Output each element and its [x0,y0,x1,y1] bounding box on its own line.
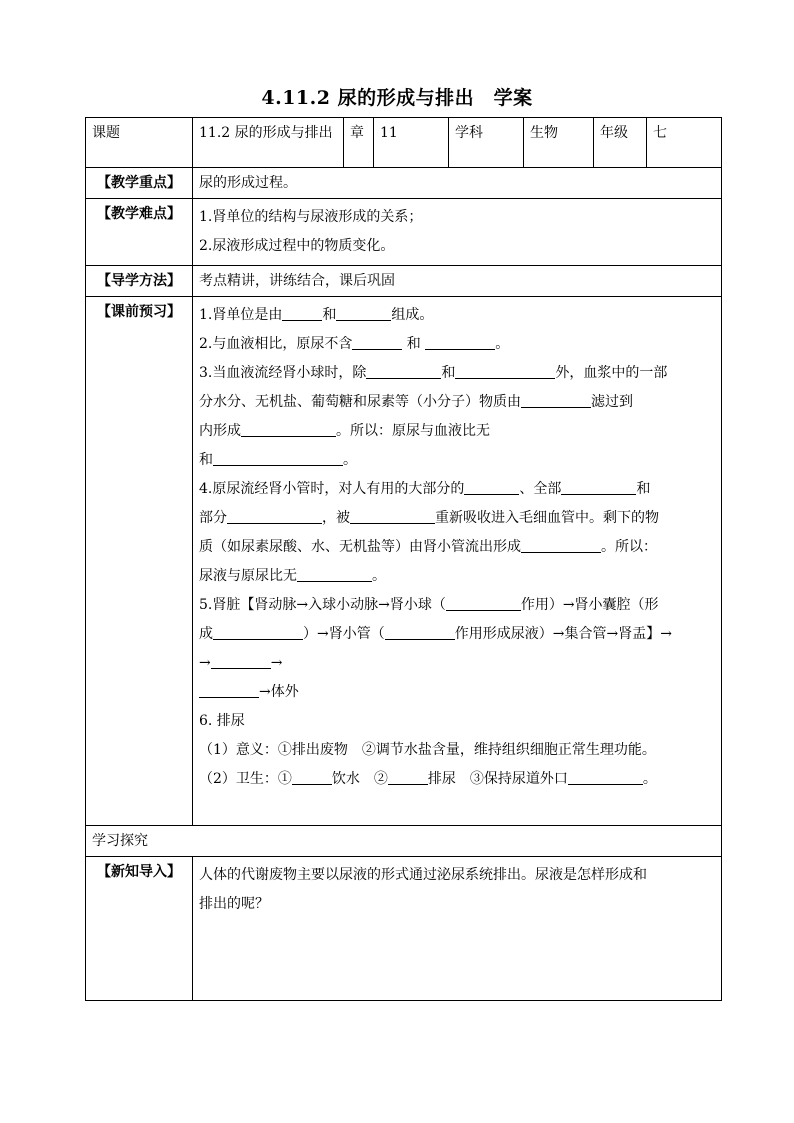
fill-blank[interactable] [336,304,391,321]
preview-label: 【课前预习】 [86,297,193,826]
text: 排尿 ③保持尿道外口 [427,771,568,787]
grade-value: 七 [647,118,722,168]
text: ，被 [322,510,350,526]
intro-line-2: 排出的呢？ [199,896,269,912]
fill-blank[interactable] [366,362,441,379]
text: 。所以： [601,539,657,555]
fill-blank[interactable] [521,391,591,408]
fill-blank[interactable] [388,768,428,785]
text: 作用形成尿液）→集合管→肾盂】→ [454,626,672,642]
difficulty-label: 【教学难点】 [86,199,193,266]
text: 4.原尿流经肾小管时，对人有用的大部分的 [199,481,465,497]
difficulty-row [86,199,722,266]
fill-blank[interactable] [446,594,521,611]
text: 。 [372,568,386,584]
preview-q3-line3 [199,417,715,446]
intro-row [86,857,722,1001]
difficulty-body [193,199,722,266]
preview-q4-line2 [199,504,715,533]
text: 饮水 ② [331,771,388,787]
preview-q4-line1 [199,475,715,504]
page-title: 4.11.2 尿的形成与排出 学案 [261,87,533,109]
difficulty-line-1: 1.肾单位的结构与尿液形成的关系； [199,209,423,225]
fill-blank[interactable] [568,768,643,785]
fill-blank[interactable] [455,362,555,379]
preview-q5-line2 [199,620,715,649]
text: → [199,655,211,671]
intro-line-1: 人体的代谢废物主要以尿液的形式通过泌尿系统排出。尿液是怎样形成和 [199,867,647,883]
topic-value: 11.2 尿的形成与排出 [193,118,344,168]
grade-label: 年级 [594,118,647,168]
text: 质（如尿素尿酸、水、无机盐等）由肾小管流出形成 [199,539,521,555]
text: 1.肾单位是由 [199,307,283,323]
text: 和 [199,452,213,468]
text: 。 [495,336,510,352]
subject-value: 生物 [524,118,594,168]
text: 重新吸收进入毛细血管中。剩下的物 [435,510,659,526]
text: 2.与血液相比，原尿不含 [199,336,353,352]
method-label: 【导学方法】 [86,266,193,297]
fill-blank[interactable] [561,478,636,495]
key-point-text: 尿的形成过程。 [193,168,722,199]
text: →体外 [259,684,299,700]
text: 。所以：原尿与血液比无 [336,423,490,439]
chapter-label: 章 [344,118,374,168]
text: 内形成 [199,423,241,439]
fill-blank[interactable] [297,565,372,582]
fill-blank[interactable] [211,652,271,669]
preview-row [86,297,722,826]
text: 分水分、无机盐、葡萄糖和尿素等（小分子）物质由 [199,394,521,410]
method-row [86,266,722,297]
text: 和 [441,365,456,381]
text: 作用）→肾小囊腔（形 [520,597,659,613]
preview-q3-line4 [199,446,715,475]
fill-blank[interactable] [464,478,519,495]
preview-body [193,297,722,826]
text: 。 [343,452,357,468]
text: （2）卫生：① [199,771,292,787]
text: 成 [199,626,213,642]
text: 尿液与原尿比无 [199,568,297,584]
fill-blank[interactable] [350,507,435,524]
text: ）→肾小管（ [303,626,385,642]
preview-q5-line4 [199,678,715,707]
difficulty-line-2: 2.尿液形成过程中的物质变化。 [199,238,395,254]
fill-blank[interactable] [227,507,322,524]
key-point-row [86,168,722,199]
fill-blank[interactable] [282,304,322,321]
preview-q4-line4 [199,562,715,591]
preview-q1 [199,301,715,330]
fill-blank[interactable] [521,536,601,553]
fill-blank[interactable] [352,333,402,350]
explore-label: 学习探究 [86,826,722,857]
text: 和 [636,481,651,497]
preview-q3-line1 [199,359,715,388]
chapter-value: 11 [374,118,449,168]
topic-label: 课题 [86,118,193,168]
preview-q6-meaning: （1）意义：①排出废物 ②调节水盐含量，维持组织细胞正常生理功能。 [199,742,656,758]
text: → [270,655,283,671]
text: 。 [642,771,657,787]
text: 3.当血液流经肾小球时，除 [199,365,367,381]
method-text: 考点精讲，讲练结合，课后巩固 [193,266,722,297]
intro-label: 【新知导入】 [86,857,193,1001]
preview-q5-line3 [199,649,715,678]
lesson-table [85,117,722,1001]
fill-blank[interactable] [199,681,259,698]
text: 滤过到 [591,394,633,410]
intro-body [193,857,722,1001]
fill-blank[interactable] [213,623,303,640]
subject-label: 学科 [449,118,524,168]
text: 组成。 [391,307,434,323]
preview-q6-heading: 6. 排尿 [199,713,245,729]
preview-q4-line3 [199,533,715,562]
text: 部分 [199,510,227,526]
text: 、全部 [519,481,562,497]
preview-q2 [199,330,715,359]
header-row [86,118,722,168]
fill-blank[interactable] [292,768,332,785]
fill-blank[interactable] [425,333,495,350]
fill-blank[interactable] [213,449,343,466]
text: 外，血浆中的一部 [555,365,668,381]
preview-q3-line2 [199,388,715,417]
text: 和 [402,336,426,352]
fill-blank[interactable] [241,420,336,437]
text: 和 [322,307,337,323]
preview-q6-hygiene [199,765,715,794]
key-point-label: 【教学重点】 [86,168,193,199]
text: 5.肾脏【肾动脉→入球小动脉→肾小球（ [199,597,446,613]
explore-row [86,826,722,857]
preview-q5-line1 [199,591,715,620]
fill-blank[interactable] [385,623,455,640]
